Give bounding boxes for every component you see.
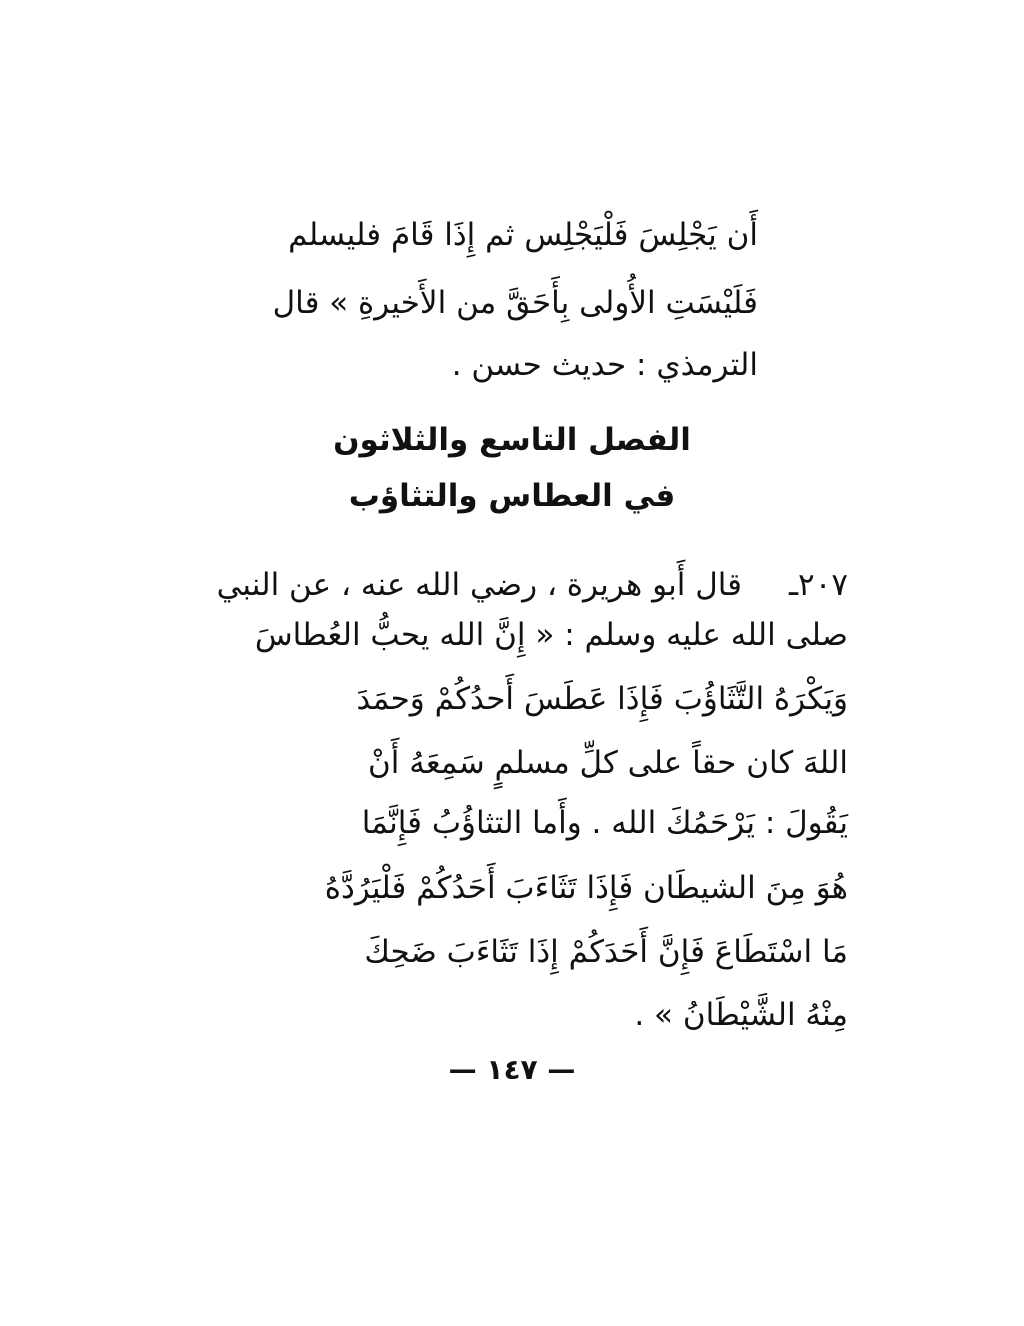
- continuation-line-3: الترمذي : حديث حسن .: [451, 347, 758, 383]
- hadith-line-2: صلى الله عليه وسلم : « إِنَّ الله يحبُّ العُطاسَ: [254, 617, 848, 653]
- page-number: — ١٤٧ —: [448, 1053, 576, 1086]
- hadith-line-8: مِنْهُ الشَّيْطَانُ » .: [634, 997, 848, 1033]
- chapter-title: الفصل التاسع والثلاثون: [333, 422, 691, 458]
- hadith-line-4: اللهَ كان حقاً على كلِّ مسلمٍ سَمِعَهُ أَنْ: [367, 745, 848, 781]
- hadith-line-7: مَا اسْتَطَاعَ فَإِنَّ أَحَدَكُمْ إِذَا تَثَاءَبَ ضَحِكَ: [364, 934, 848, 970]
- continuation-line-2: فَلَيْسَتِ الأُولى بِأَحَقَّ من الأَخيرةِ » قال: [272, 285, 758, 321]
- hadith-line-1: قال أَبو هريرة ، رضي الله عنه ، عن النبي: [216, 567, 742, 603]
- hadith-number: ٢٠٧ـ: [788, 567, 848, 603]
- hadith-line-6: هُوَ مِنَ الشيطَان فَإِذَا تَثَاءَبَ أَحَدُكُمْ فَلْيَرُدَّهُ: [324, 870, 848, 906]
- continuation-line-1: أَن يَجْلِسَ فَلْيَجْلِس ثم إِذَا قَامَ فليسلم: [288, 217, 758, 253]
- chapter-subtitle: في العطاس والتثاؤب: [348, 478, 676, 514]
- hadith-line-5: يَقُولَ : يَرْحَمُكَ الله . وأَما التثاؤُبُ فَإِنَّمَا: [361, 805, 848, 841]
- hadith-line-3: وَيَكْرَهُ التَّثَاؤُبَ فَإِذَا عَطَسَ أَحدُكُمْ وَحمَدَ: [356, 681, 848, 717]
